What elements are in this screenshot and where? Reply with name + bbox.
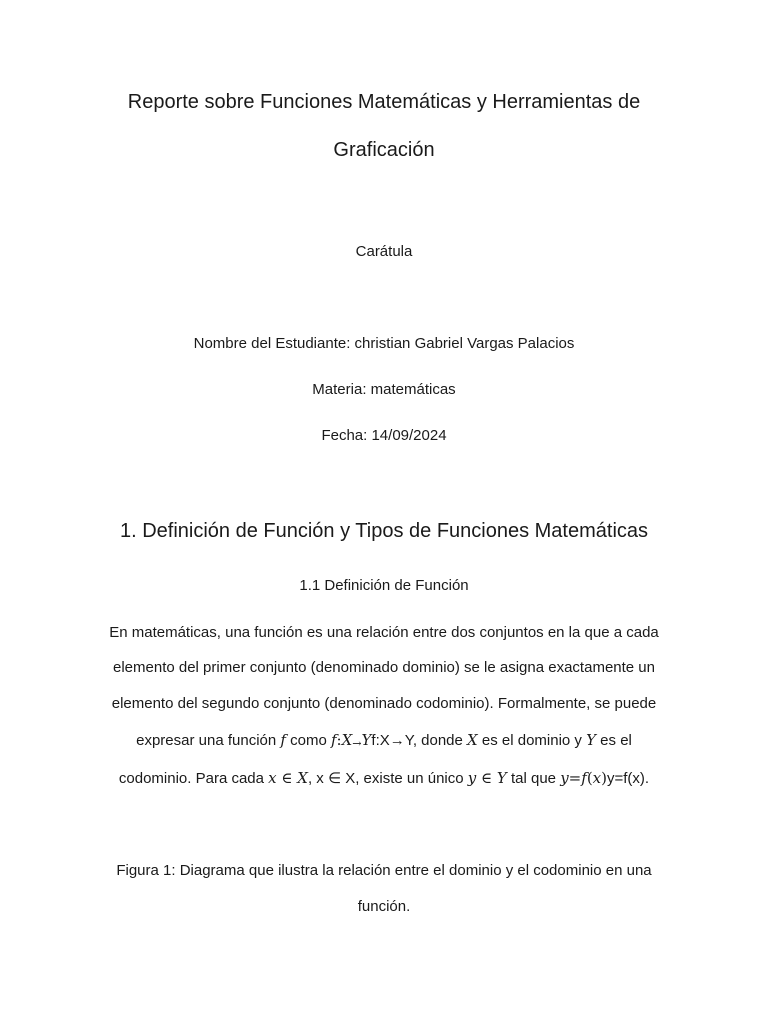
- math-y: Y: [361, 731, 372, 749]
- text-segment: tal que: [506, 770, 561, 787]
- figure-caption-line-2: función.: [357, 898, 411, 915]
- math-f: f: [581, 769, 587, 787]
- text-segment: como: [285, 732, 331, 749]
- text-segment: , x ∈ X, existe un único: [307, 770, 468, 787]
- document-title-line-2: Graficación: [333, 139, 435, 161]
- text-segment: y=f(x).: [607, 770, 650, 787]
- arrow-icon: →: [352, 737, 362, 750]
- math-domain-x: X: [467, 731, 478, 749]
- paragraph-line-3: elemento del segundo conjunto (denominado codominio). Formalmente, se puede: [111, 695, 657, 712]
- math-x: x: [268, 769, 277, 787]
- math-equals: =: [568, 769, 582, 787]
- section-heading: 1. Definición de Función y Tipos de Funciones Matemáticas: [119, 520, 649, 542]
- paragraph-line-4: [0, 731, 768, 749]
- math-codomain-y: Y: [586, 731, 597, 749]
- math-y: y: [467, 769, 477, 787]
- math-colon: :: [336, 731, 342, 749]
- math-f: f: [330, 731, 337, 749]
- math-x: X: [341, 731, 353, 749]
- date: Fecha: 14/09/2024: [321, 427, 447, 444]
- paragraph-line-5: [0, 769, 768, 787]
- subject: Materia: matemáticas: [312, 381, 456, 398]
- math-y-equals-fx: [560, 769, 607, 787]
- text-segment: codominio. Para cada: [118, 770, 269, 787]
- element-of-icon: ∈: [276, 769, 298, 787]
- text-segment: expresar una función: [136, 732, 281, 749]
- student-name: Nombre del Estudiante: christian Gabriel Vargas Palacios: [193, 335, 575, 352]
- math-X: X: [297, 769, 308, 787]
- text-segment: f:X→Y, donde: [371, 732, 468, 749]
- math-Y: Y: [496, 769, 507, 787]
- element-of-icon: ∈: [476, 769, 497, 787]
- document-title-line-1: Reporte sobre Funciones Matemáticas y Herramientas de: [127, 91, 641, 113]
- paragraph-line-2: elemento del primer conjunto (denominado dominio) se le asigna exactamente un: [113, 659, 655, 676]
- math-paren-open: (: [586, 769, 593, 787]
- text-segment: es el: [596, 732, 632, 749]
- math-y-in-Y: [468, 769, 507, 787]
- cover-label: Carátula: [355, 243, 413, 260]
- figure-caption-line-1: Figura 1: Diagrama que ilustra la relación entre el dominio y el codominio en una: [116, 862, 652, 879]
- math-paren-close: ): [601, 769, 607, 787]
- math-y: y: [560, 769, 569, 787]
- text-segment: es el dominio y: [477, 732, 587, 749]
- math-x: x: [592, 769, 602, 787]
- subsection-heading: 1.1 Definición de Función: [299, 577, 469, 594]
- paragraph-line-1: En matemáticas, una función es una relación entre dos conjuntos en la que a cada: [109, 624, 659, 641]
- math-mapping: [331, 731, 371, 749]
- math-f: f: [280, 731, 286, 749]
- math-x-in-X: [268, 769, 308, 787]
